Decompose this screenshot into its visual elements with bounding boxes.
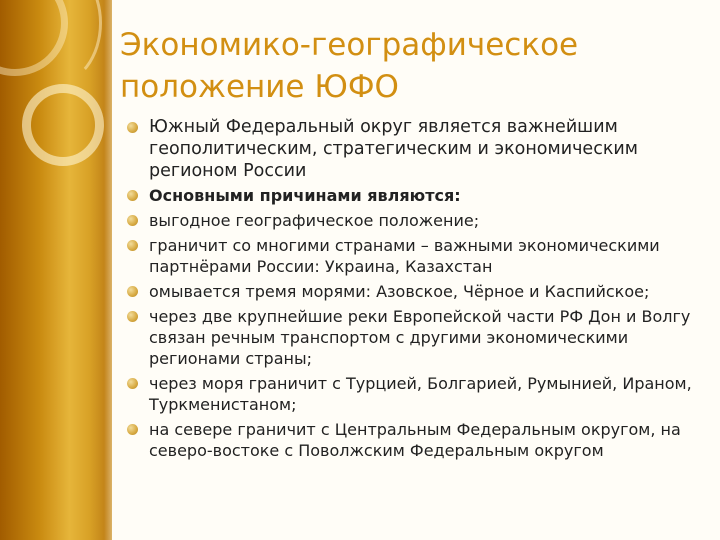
bullet-text: на севере граничит с Центральным Федеральным округом, на северо-востоке с Поволжским Федеральным округом: [149, 420, 681, 460]
bullet-item: [127, 235, 710, 277]
bullet-icon: [127, 311, 138, 322]
bullet-item: [127, 373, 710, 415]
bullet-text: Южный Федеральный округ является важнейшим геополитическим, стратегическим и экономическим регионом России: [149, 117, 638, 181]
bullet-item: [127, 306, 710, 369]
title-line-2: положение ЮФО: [120, 69, 399, 105]
bullet-text: граничит со многими странами – важными экономическими партнёрами России: Украина, Казахстан: [149, 236, 660, 276]
bullet-item: [127, 116, 710, 182]
bullet-item: [127, 185, 710, 206]
bullet-icon: [127, 240, 138, 251]
bullet-text: Основными причинами являются:: [149, 186, 461, 205]
bullet-icon: [127, 122, 138, 133]
decorative-ring: [22, 84, 104, 166]
bullet-text: через две крупнейшие реки Европейской части РФ Дон и Волгу связан речным транспортом с другими экономическими регионами страны;: [149, 307, 691, 368]
bullet-text: выгодное географическое положение;: [149, 211, 480, 230]
bullet-icon: [127, 190, 138, 201]
decorative-side-panel: [0, 0, 112, 540]
bullet-list: [127, 116, 710, 465]
bullet-icon: [127, 215, 138, 226]
bullet-icon: [127, 286, 138, 297]
bullet-text: омывается тремя морями: Азовское, Чёрное и Каспийское;: [149, 282, 650, 301]
bullet-icon: [127, 378, 138, 389]
bullet-icon: [127, 424, 138, 435]
title-line-1: Экономико-географическое: [120, 27, 579, 63]
slide-title: [120, 24, 710, 108]
bullet-item: [127, 419, 710, 461]
bullet-item: [127, 210, 710, 231]
bullet-item: [127, 281, 710, 302]
bullet-text: через моря граничит с Турцией, Болгарией, Румынией, Ираном, Туркменистаном;: [149, 374, 692, 414]
